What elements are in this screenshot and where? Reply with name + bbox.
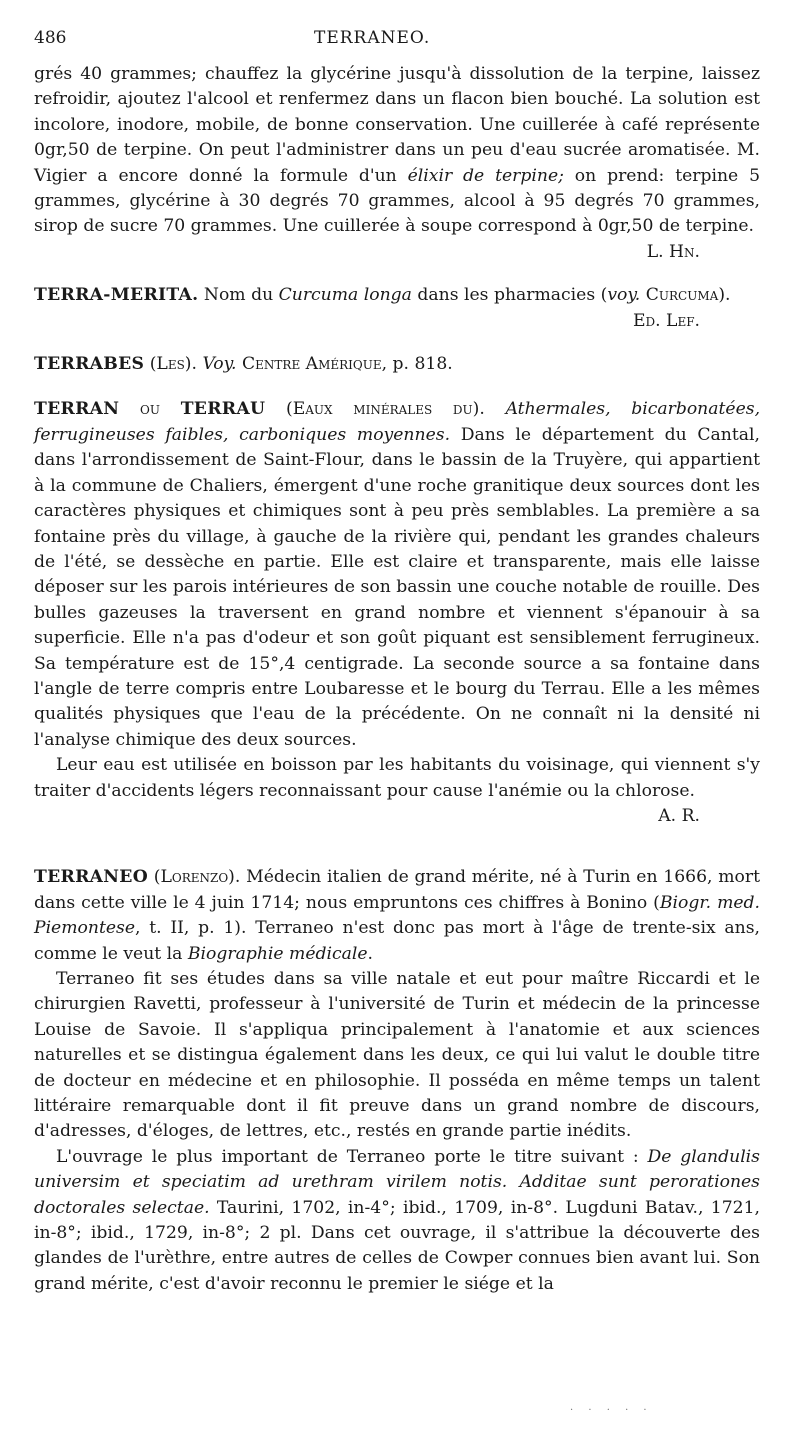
signature: Ed. Lef. (632, 310, 700, 331)
headword: TERRAU (180, 399, 266, 420)
signature: L. Hn. (646, 241, 700, 262)
entry-terran: TERRAN ou TERRAU (Eaux minérales du). Athermales, bicarbonatées, ferrugineuses faibles, carboniques moyennes. Dans le département du Cantal, dans l'arrondissement de Saint-Flour, dans le bassin de la Truyère, qui appartient à la commune de Chaliers, émergent d'une roche granitique deux sources dont les caractères physiques et chimiques sont à peu près semblables. La première a sa fontaine près du village, à gauche de la rivière qui, pendant les grandes chaleurs de l'été, se dessèche en partie. Elle est claire et transparente, mais elle laisse déposer sur les parois intérieures de son bassin une couche notable de rouille. Des bulles gazeuses la traversent en grand nombre et viennent s'épanouir à sa superficie. Elle n'a pas d'odeur et son goût piquant est sensiblement ferrugineux. Sa température est de 15°,4 centigrade. La seconde source a sa fontaine dans l'angle de terre compris entre Loubaresse et le bourg du Terrau. Elle a les mêmes qualités physiques que l'eau de la précédente. On ne connaît ni la densité ni l'analyse chimique des deux sources. Leur eau est utilisée en boisson par les habitants du voisinage, qui viennent s'y traiter d'accidents légers reconnaissant pour cause l'anémie ou la chlorose. A. R. (34, 397, 760, 829)
signature: A. R. (658, 805, 700, 826)
paragraph: Terraneo fit ses études dans sa ville natale et eut pour maître Riccardi et le chirurgien Ravetti, professeur à l'université de Turin et médecin de la princesse Louise de Savoie. Il s'appliqua principalement à l'anatomie et aux sciences naturelles et se distingua également dans les deux, ce qui lui valut le double titre de docteur en médecine et en philosophie. Il posséda en même temps un talent littéraire remarquable dont il fit preuve dans un grand nombre de discours, d'adresses, d'éloges, de lettres, etc., restés en grande partie inédits. (34, 969, 760, 1142)
headword: TERRABES (34, 354, 145, 375)
headword: TERRANEO (34, 867, 148, 888)
footer-marks: · · · · · (570, 1405, 653, 1416)
headword: TERRA-MERITA. (34, 285, 199, 306)
entry-terraneo: TERRANEO (Lorenzo). Médecin italien de grand mérite, né à Turin en 1666, mort dans cette ville le 4 juin 1714; nous empruntons ces chiffres à Bonino (Biogr. med. Piemontese, t. II, p. 1). Terraneo n'est donc pas mort à l'âge de trente-six ans, comme le veut la Biographie médicale. Terraneo fit ses études dans sa ville natale et eut pour maître Riccardi et le chirurgien Ravetti, professeur à l'université de Turin et médecin de la princesse Louise de Savoie. Il s'appliqua principalement à l'anatomie et aux sciences naturelles et se distingua également dans les deux, ce qui lui valut le double titre de docteur en médecine et en philosophie. Il posséda en même temps un talent littéraire remarquable dont il fit preuve dans un grand nombre de discours, d'adresses, d'éloges, de lettres, etc., restés en grande partie inédits. L'ouvrage le plus important de Terraneo porte le titre suivant : De glandulis universim et speciatim ad urethram virilem notis. Additae sunt perorationes doctorales selectae. Taurini, 1702, in-4°; ibid., 1709, in-8°. Lugduni Batav., 1721, in-8°; ibid., 1729, in-8°; 2 pl. Dans cet ouvrage, il s'attribue la découverte des glandes de l'urèthre, entre autres de celles de Cowper connues bien avant lui. Son grand mérite, c'est d'avoir reconnu le premier le siége et la (34, 865, 760, 1297)
entry-terpine-continuation: grés 40 grammes; chauffez la glycérine jusqu'à dissolution de la terpine, laissez refroidir, ajoutez l'alcool et renfermez dans un flacon bien bouché. La solution est incolore, inodore, mobile, de bonne conservation. Une cuillerée à café représente 0gr,50 de terpine. On peut l'administrer dans un peu d'eau sucrée aromatisée. M. Vigier a encore donné la formule d'un élixir de terpine; on prend: terpine 5 grammes, glycérine à 30 degrés 70 grammes, alcool à 95 degrés 70 grammes, sirop de sucre 70 grammes. Une cuillerée à soupe correspond à 0gr,50 de terpine. L. Hn. (34, 62, 760, 265)
paragraph: L'ouvrage le plus important de Terraneo porte le titre suivant : De glandulis universim et speciatim ad urethram virilem notis. Additae sunt perorationes doctorales selectae. Taurini, 1702, in-4°; ibid., 1709, in-8°. Lugduni Batav., 1721, in-8°; ibid., 1729, in-8°; 2 pl. Dans cet ouvrage, il s'attribue la découverte des glandes de l'urèthre, entre autres de celles de Cowper connues bien avant lui. Son grand mérite, c'est d'avoir reconnu le premier le siége et la (34, 1146, 761, 1294)
cross-reference: Curcuma (645, 285, 719, 306)
running-title: TERRANEO. (314, 28, 431, 48)
cross-reference: Centre Amérique (242, 354, 382, 375)
entry-terra-merita: TERRA-MERITA. Nom du Curcuma longa dans les pharmacies (voy. Curcuma). Ed. Lef. (34, 283, 760, 334)
paragraph: Leur eau est utilisée en boisson par les habitants du voisinage, qui viennent s'y traiter d'accidents légers reconnaissant pour cause l'anémie ou la chlorose. (34, 755, 760, 801)
headword: TERRAN (34, 399, 120, 420)
page-header (34, 28, 760, 62)
entry-terrabes: TERRABES (Les). Voy. Centre Amérique, p. 818. (34, 354, 453, 375)
page-number: 486 (34, 28, 67, 48)
